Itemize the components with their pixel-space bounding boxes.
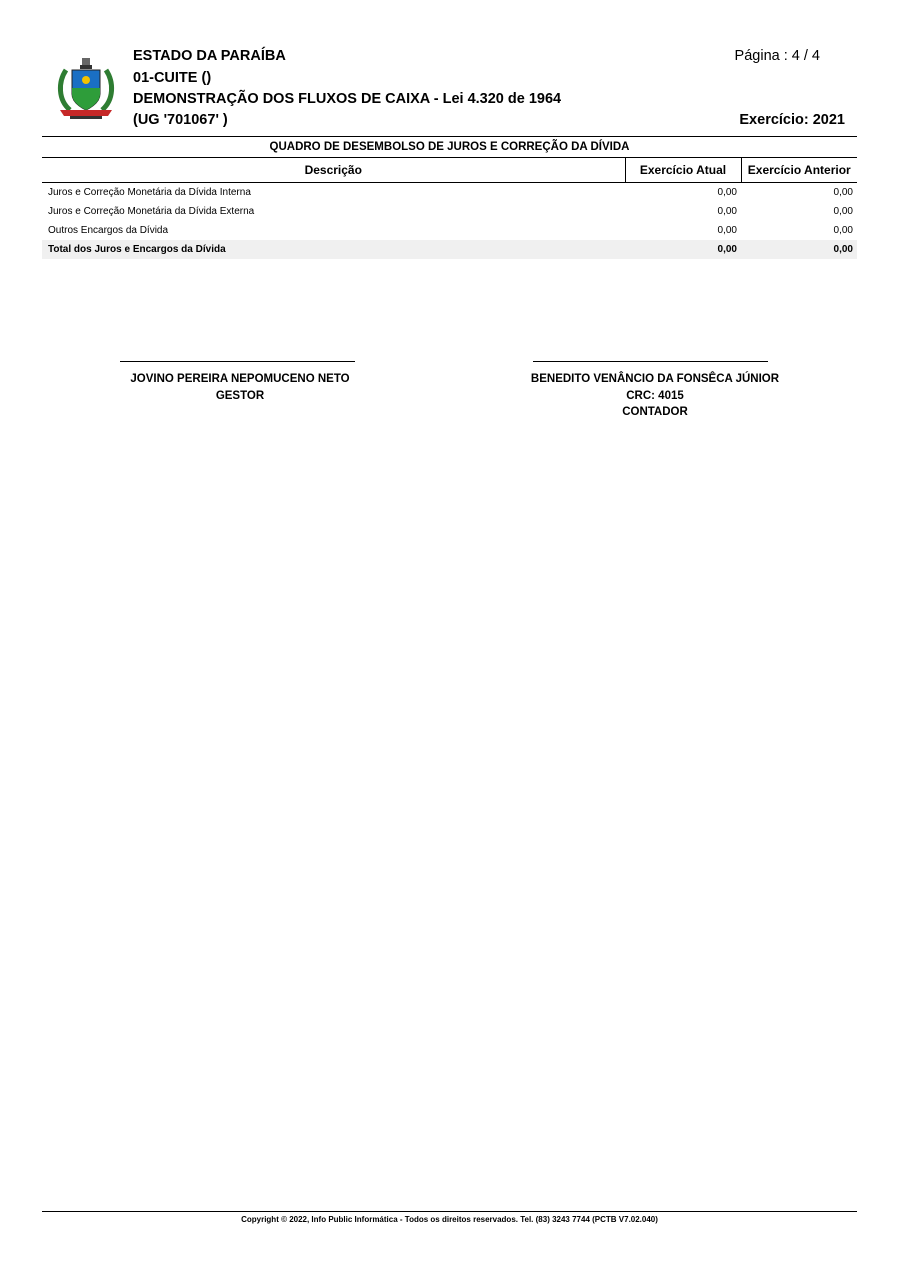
total-current-value: 0,00 bbox=[625, 240, 741, 259]
column-header-previous: Exercício Anterior bbox=[741, 158, 857, 183]
ug-code: (UG '701067' ) bbox=[133, 112, 228, 128]
manager-name: JOVINO PEREIRA NEPOMUCENO NETO bbox=[130, 373, 350, 385]
table-total-row bbox=[42, 240, 857, 259]
debt-table bbox=[42, 157, 857, 259]
total-previous-value: 0,00 bbox=[741, 240, 857, 259]
row-current-value: 0,00 bbox=[717, 187, 737, 198]
manager-role: GESTOR bbox=[215, 390, 265, 402]
page-number: Página : 4 / 4 bbox=[734, 48, 820, 64]
entity-title: 01-CUITE () bbox=[133, 70, 212, 86]
table-row bbox=[42, 221, 857, 240]
total-description: Total dos Juros e Encargos da Dívida bbox=[42, 240, 625, 259]
accountant-name: BENEDITO VENÂNCIO DA FONSÊCA JÚNIOR bbox=[530, 373, 780, 385]
row-previous-value: 0,00 bbox=[833, 225, 853, 236]
table-row bbox=[42, 202, 857, 221]
exercise-year: Exercício: 2021 bbox=[739, 112, 845, 128]
column-header-description: Descrição bbox=[42, 158, 625, 183]
accountant-signature-line bbox=[533, 361, 768, 362]
table-header-row bbox=[42, 158, 857, 183]
row-current-value: 0,00 bbox=[717, 206, 737, 217]
row-previous-value: 0,00 bbox=[833, 187, 853, 198]
row-description: Juros e Correção Monetária da Dívida Externa bbox=[48, 206, 255, 217]
row-description: Outros Encargos da Dívida bbox=[48, 225, 169, 236]
report-title: DEMONSTRAÇÃO DOS FLUXOS DE CAIXA - Lei 4.320 de 1964 bbox=[133, 91, 562, 107]
row-description: Juros e Correção Monetária da Dívida Interna bbox=[48, 187, 251, 198]
accountant-role: CONTADOR bbox=[622, 406, 688, 418]
header-divider bbox=[42, 136, 857, 137]
row-current-value: 0,00 bbox=[717, 225, 737, 236]
state-title: ESTADO DA PARAÍBA bbox=[133, 48, 286, 64]
paraiba-coat-of-arms-icon bbox=[56, 58, 116, 120]
footer-divider bbox=[42, 1211, 857, 1212]
row-previous-value: 0,00 bbox=[833, 206, 853, 217]
manager-signature-line bbox=[120, 361, 355, 362]
accountant-crc: CRC: 4015 bbox=[626, 390, 684, 402]
column-header-current: Exercício Atual bbox=[625, 158, 741, 183]
footer-copyright: Copyright © 2022, Info Public Informática - Todos os direitos reservados. Tel. (83) 3243 7744 (PCTB V7.02.040) bbox=[241, 1215, 658, 1224]
section-title: QUADRO DE DESEMBOLSO DE JUROS E CORREÇÃO DA DÍVIDA bbox=[269, 141, 630, 153]
table-row bbox=[42, 183, 857, 203]
